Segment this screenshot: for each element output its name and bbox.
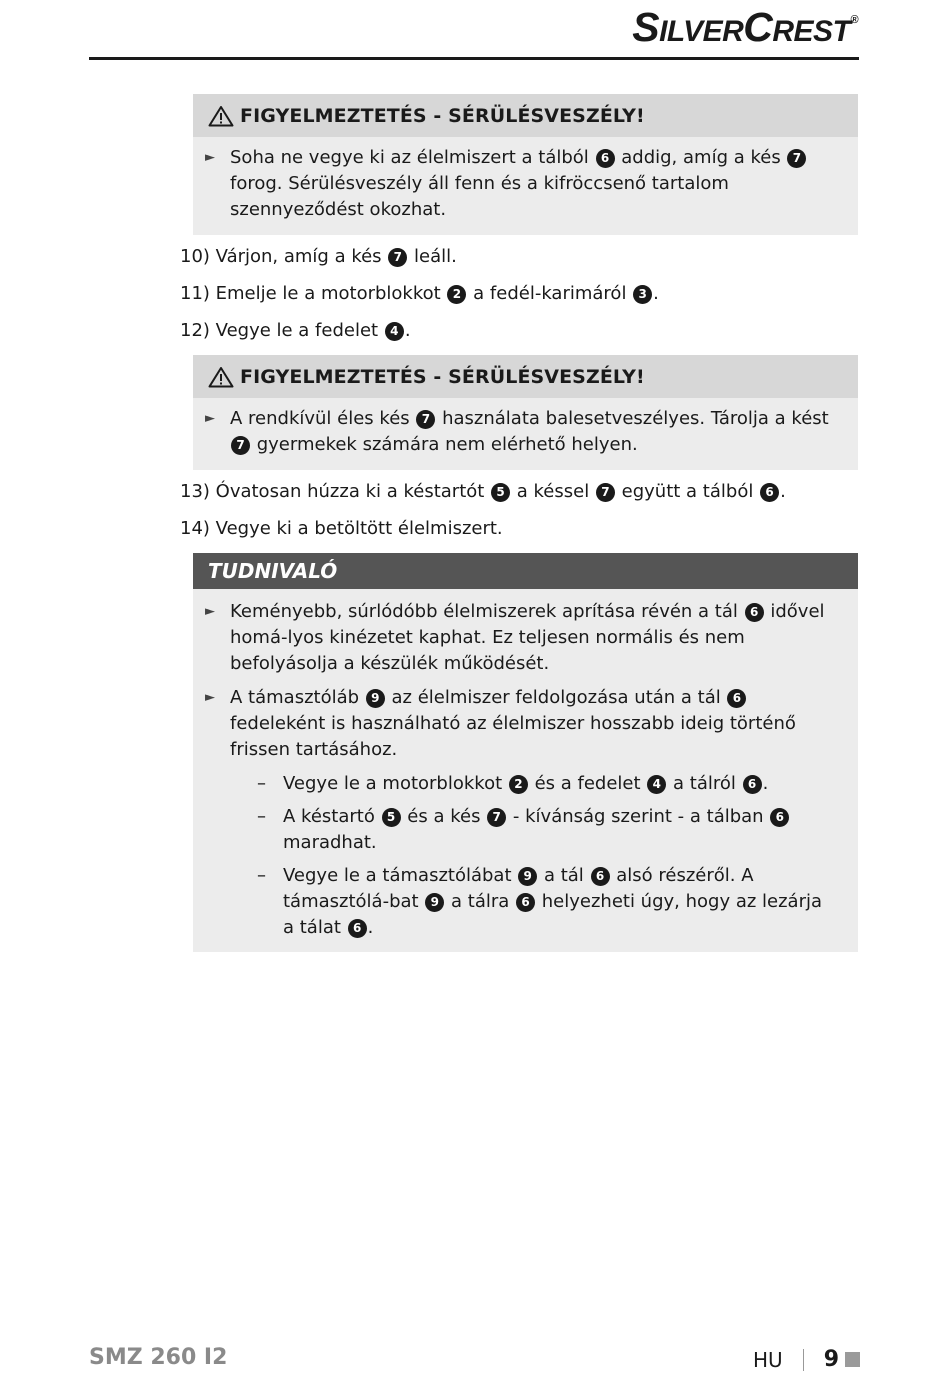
dash-marker: – — [257, 773, 266, 794]
callout-number: 2 — [509, 775, 528, 794]
step-12: 12) Vegye le a fedelet 4 . — [180, 320, 411, 341]
callout-number: 7 — [596, 483, 615, 502]
bullet-arrow-icon: ► — [205, 411, 215, 426]
note-dash-item-1: – Vegye le a motorblokkot 2 és a fedelet 4 a tálról 6 . — [257, 771, 838, 797]
header-rule — [89, 57, 859, 60]
callout-number: 3 — [633, 285, 652, 304]
callout-number: 6 — [743, 775, 762, 794]
main-content — [180, 94, 860, 952]
callout-number: 4 — [385, 322, 404, 341]
warning-title: FIGYELMEZTETÉS - SÉRÜLÉSVESZÉLY! — [240, 365, 645, 388]
page-number: 9 — [823, 1347, 839, 1372]
note-dash-item-3: – Vegye le a támasztólábat 9 a tál 6 alsó részéről. A támasztólá-bat 9 a tálra 6 helyezheti úgy, hogy az lezárja a tálat 6 . — [257, 863, 838, 941]
callout-number: 2 — [447, 285, 466, 304]
note-bullet-2: ► A támasztóláb 9 az élelmiszer feldolgozása után a tál 6 fedeleként is használható az élelmiszer hosszabb ideig történő frissen tartásához. — [205, 685, 838, 763]
callout-number: 6 — [348, 919, 367, 938]
callout-number: 5 — [382, 808, 401, 827]
dash-marker: – — [257, 806, 266, 827]
model-number: SMZ 260 I2 — [89, 1345, 228, 1370]
bullet-arrow-icon: ► — [205, 690, 215, 705]
callout-number: 6 — [516, 893, 535, 912]
warning-box-2 — [193, 355, 858, 470]
callout-number: 7 — [388, 248, 407, 267]
step-13: 13) Óvatosan húzza ki a késtartót 5 a késsel 7 együtt a tálból 6 . — [180, 481, 786, 502]
callout-number: 9 — [518, 867, 537, 886]
callout-number: 7 — [787, 149, 806, 168]
callout-number: 7 — [231, 436, 250, 455]
callout-number: 6 — [596, 149, 615, 168]
step-11: 11) Emelje le a motorblokkot 2 a fedél-karimáról 3 . — [180, 283, 659, 304]
language-code: HU — [753, 1347, 783, 1372]
step-14: 14) Vegye ki a betöltött élelmiszert. — [180, 518, 503, 539]
warning-bullet: ► A rendkívül éles kés 7 használata balesetveszélyes. Tárolja a kést 7 gyermekek számára nem elérhető helyen. — [205, 406, 838, 458]
callout-number: 6 — [591, 867, 610, 886]
note-box — [193, 553, 858, 952]
warning-triangle-icon — [208, 366, 234, 388]
callout-number: 6 — [770, 808, 789, 827]
callout-number: 4 — [647, 775, 666, 794]
callout-number: 9 — [366, 689, 385, 708]
warning-triangle-icon — [208, 105, 234, 127]
dash-marker: – — [257, 865, 266, 886]
footer-divider — [803, 1349, 804, 1371]
warning-box-1 — [193, 94, 858, 235]
warning-heading — [193, 94, 858, 137]
callout-number: 6 — [760, 483, 779, 502]
page-square-marker — [845, 1352, 860, 1367]
callout-number: 7 — [487, 808, 506, 827]
callout-number: 6 — [745, 603, 764, 622]
warning-heading — [193, 355, 858, 398]
warning-title: FIGYELMEZTETÉS - SÉRÜLÉSVESZÉLY! — [240, 104, 645, 127]
bullet-arrow-icon: ► — [205, 604, 215, 619]
page-footer — [753, 1347, 860, 1372]
note-heading: TUDNIVALÓ — [193, 553, 858, 589]
warning-bullet: ► Soha ne vegye ki az élelmiszert a tálból 6 addig, amíg a kés 7 forog. Sérülésveszély áll fenn és a kifröccsenő tartalom szennyeződést okozhat. — [205, 145, 838, 223]
step-10: 10) Várjon, amíg a kés 7 leáll. — [180, 246, 457, 267]
callout-number: 6 — [727, 689, 746, 708]
callout-number: 5 — [491, 483, 510, 502]
callout-number: 7 — [416, 410, 435, 429]
note-bullet-1: ► Keményebb, súrlódóbb élelmiszerek aprítása révén a tál 6 idővel homá-lyos kinézetet kaphat. Ez teljesen normális és nem befolyásolja a készülék működését. — [205, 599, 838, 677]
bullet-arrow-icon: ► — [205, 150, 215, 165]
note-dash-item-2: – A késtartó 5 és a kés 7 - kívánság szerint - a tálban 6 maradhat. — [257, 804, 838, 856]
callout-number: 9 — [425, 893, 444, 912]
silvercrest-logo: SILVERCREST® — [632, 4, 858, 50]
